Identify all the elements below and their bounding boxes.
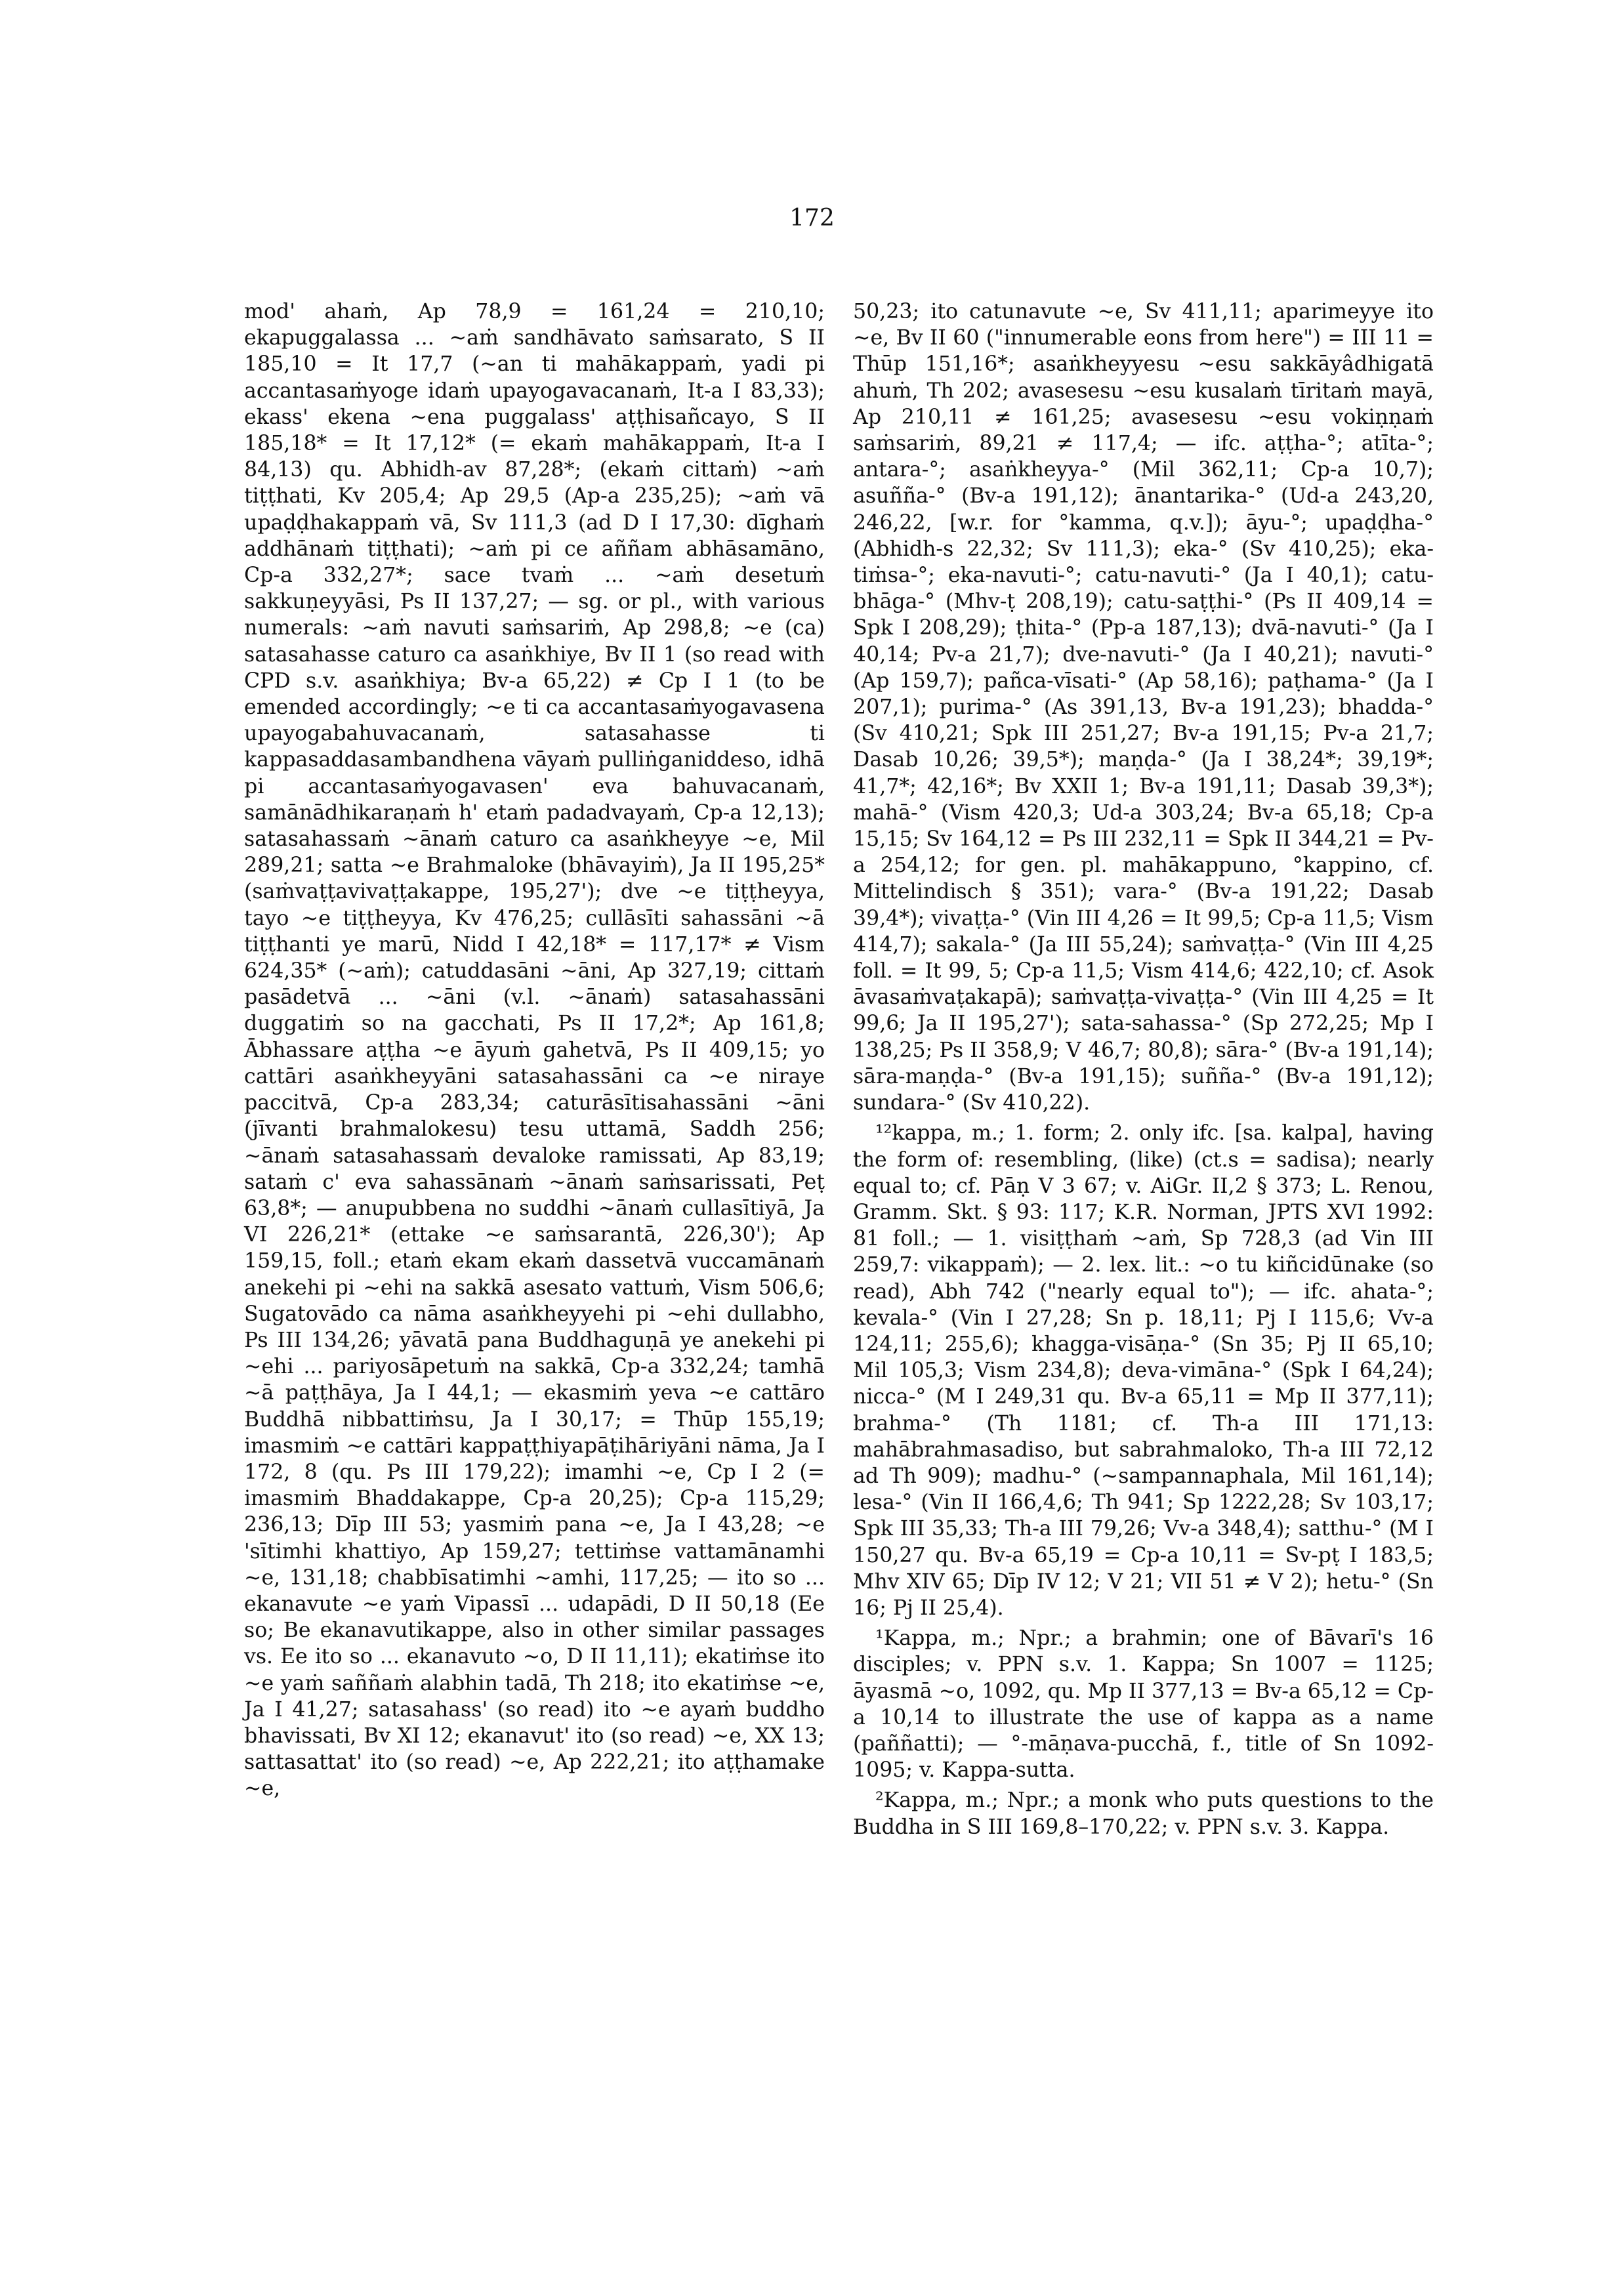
left-column — [244, 299, 825, 1802]
right-column — [853, 299, 1434, 1840]
right-column-continuation: 50,23; ito catunavute ~e, Sv 411,11; aparimeyye ito ~e, Bv II 60 ("innumerable eons from here") = III 11 = Thūp 151,16*; asaṅkheyyesu ~esu sakkāyâdhigatā ahuṁ, Th 202; avasesesu ~esu kusalaṁ tīritaṁ mayā, Ap 210,11 ≠ 161,25; avasesesu ~esu vokiṇṇaṁ saṁsariṁ, 89,21 ≠ 117,4; — ifc. aṭṭha-°; atīta-°; antara-°; asaṅkheyya-° (Mil 362,11; Cp-a 10,7); asuñña-° (Bv-a 191,12); ānantarika-° (Ud-a 243,20, 246,22, [w.r. for °kamma, q.v.]); āyu-°; upaḍḍha-° (Abhidh-s 22,32; Sv 111,3); eka-° (Sv 410,25); eka-tiṁsa-°; eka-navuti-°; catu-navuti-° (Ja I 40,1); catu-bhāga-° (Mhv-ṭ 208,19); catu-saṭṭhi-° (Ps II 409,14 = Spk I 208,29); ṭhita-° (Pp-a 187,13); dvā-navuti-° (Ja I 40,14; Pv-a 21,7); dve-navuti-° (Ja I 40,21); navuti-° (Ap 159,7); pañca-vīsati-° (Ap 58,16); paṭhama-° (Ja I 207,1); purima-° (As 391,13, Bv-a 191,23); bhadda-° (Sv 410,21; Spk III 251,27; Bv-a 191,15; Pv-a 21,7; Dasab 10,26; 39,5*); maṇḍa-° (Ja I 38,24*; 39,19*; 41,7*; 42,16*; Bv XXII 1; Bv-a 191,11; Dasab 39,3*); mahā-° (Vism 420,3; Ud-a 303,24; Bv-a 65,18; Cp-a 15,15; Sv 164,12 = Ps III 232,11 = Spk II 344,21 = Pv-a 254,12; for gen. pl. mahākappuno, °kappino, cf. Mittelindisch § 351); vara-° (Bv-a 191,22; Dasab 39,4*); vivaṭṭa-° (Vin III 4,26 = It 99,5; Cp-a 11,5; Vism 414,7); sakala-° (Ja III 55,24); saṁvaṭṭa-° (Vin III 4,25 foll. = It 99, 5; Cp-a 11,5; Vism 414,6; 422,10; cf. Asok āvasaṁvaṭakapā); saṁvaṭṭa-vivaṭṭa-° (Vin III 4,25 = It 99,6; Ja II 195,27'); sata-sahassa-° (Sp 272,25; Mp I 138,25; Ps II 358,9; V 46,7; 80,8); sāra-° (Bv-a 191,14); sāra-maṇḍa-° (Bv-a 191,15); suñña-° (Bv-a 191,12); sundara-° (Sv 410,22). — [853, 300, 1434, 1115]
left-column-text: mod' ahaṁ, Ap 78,9 = 161,24 = 210,10; ekapuggalassa ... ~aṁ sandhāvato saṁsarato, S II 185,10 = It 17,7 (~an ti mahākappaṁ, yadi pi accantasaṁyoge idaṁ upayogavacanaṁ, It-a I 83,33); ekass' ekena ~ena puggalass' aṭṭhisañcayo, S II 185,18* = It 17,12* (= ekaṁ mahākappaṁ, It-a I 84,13) qu. Abhidh-av 87,28*; (ekaṁ cittaṁ) ~aṁ tiṭṭhati, Kv 205,4; Ap 29,5 (Ap-a 235,25); ~aṁ vā upaḍḍhakappaṁ vā, Sv 111,3 (ad D I 17,30: dīghaṁ addhānaṁ tiṭṭhati); ~aṁ pi ce aññam abhāsamāno, Cp-a 332,27*; sace tvaṁ ... ~aṁ desetuṁ sakkuṇeyyāsi, Ps II 137,27; — sg. or pl., with various numerals: ~aṁ navuti saṁsariṁ, Ap 298,8; ~e (ca) satasahasse caturo ca asaṅkhiye, Bv II 1 (so read with CPD s.v. asaṅkhiya; Bv-a 65,22) ≠ Cp I 1 (to be emended accordingly; ~e ti ca accantasaṁyogavasena upayogabahuvacanaṁ, satasahasse ti kappasaddasambandhena vāyaṁ pulliṅganiddeso, idhā pi accantasaṁyogavasen' eva bahuvacanaṁ, samānādhikaraṇaṁ h' etaṁ padadvayaṁ, Cp-a 12,13); satasahassaṁ ~ānaṁ caturo ca asaṅkheyye ~e, Mil 289,21; satta ~e Brahmaloke (bhāvayiṁ), Ja II 195,25* (saṁvaṭṭavivaṭṭakappe, 195,27'); dve ~e tiṭṭheyya, tayo ~e tiṭṭheyya, Kv 476,25; cullāsīti sahassāni ~ā tiṭṭhanti ye marū, Nidd I 42,18* = 117,17* ≠ Vism 624,35* (~aṁ); catuddasāni ~āni, Ap 327,19; cittaṁ pasādetvā ... ~āni (v.l. ~ānaṁ) satasahassāni duggatiṁ so na gacchati, Ps II 17,2*; Ap 161,8; Ābhassare aṭṭha ~e āyuṁ gahetvā, Ps II 409,15; yo cattāri asaṅkheyyāni satasahassāni ca ~e niraye paccitvā, Cp-a 283,34; caturāsītisahassāni ~āni (jīvanti brahmalokesu) tesu uttamā, Saddh 256; ~ānaṁ satasahassaṁ devaloke ramissati, Ap 83,19; sataṁ c' eva sahassānaṁ ~ānaṁ saṁsarissati, Peṭ 63,8*; — anupubbena no suddhi ~ānaṁ cullasītiyā, Ja VI 226,21* (ettake ~e saṁsarantā, 226,30'); Ap 159,15, foll.; etaṁ ekam ekaṁ dassetvā vuccamānaṁ anekehi pi ~ehi na sakkā asesato vattuṁ, Vism 506,6; Sugatovādo ca nāma asaṅkheyyehi pi ~ehi dullabho, Ps III 134,26; yāvatā pana Buddhaguṇā ye anekehi pi ~ehi ... pariyosāpetuṁ na sakkā, Cp-a 332,24; tamhā ~ā paṭṭhāya, Ja I 44,1; — ekasmiṁ yeva ~e cattāro Buddhā nibbattiṁsu, Ja I 30,17; = Thūp 155,19; imasmiṁ ~e cattāri kappaṭṭhiyapāṭihāriyāni nāma, Ja I 172, 8 (qu. Ps III 179,22); imamhi ~e, Cp I 2 (= imasmiṁ Bhaddakappe, Cp-a 20,25); Cp-a 115,29; 236,13; Dīp III 53; yasmiṁ pana ~e, Ja I 43,28; ~e 'sītimhi khattiyo, Ap 159,27; tettiṁse vattamānamhi ~e, 131,18; chabbīsatimhi ~amhi, 117,25; — ito so ... ekanavute ~e yaṁ Vipassī ... udapādi, D II 50,18 (Ee so; Be ekanavutikappe, also in other similar passages vs. Ee ito so ... ekanavuto ~o, D II 11,11); ekatiṁse ito ~e yaṁ saññaṁ alabhin tadā, Th 218; ito ekatiṁse ~e, Ja I 41,27; satasahass' (so read) ito ~e ayaṁ buddho bhavissati, Bv XI 12; ekanavut' ito (so read) ~e, XX 13; sattasattat' ito (so read) ~e, Ap 222,21; ito aṭṭhamake ~e, — [244, 300, 825, 1801]
entry-kappa-1: ¹Kappa, m.; Npr.; a brahmin; one of Bāvarī's 16 disciples; v. PPN s.v. 1. Kappa; Sn 1007 = 1125; āyasmā ~o, 1092, qu. Mp II 377,13 = Bv-a 65,12 = Cp-a 10,14 to illustrate the use of kappa as a name (paññatti); — °-māṇava-pucchā, f., title of Sn 1092-1095; v. Kappa-sutta. — [853, 1626, 1434, 1783]
entry-kappa-12: ¹²kappa, m.; 1. form; 2. only ifc. [sa. kalpa], having the form of: resembling, (like) (ct.s = sadisa); nearly equal to; cf. Pāṇ V 3 67; v. AiGr. II,2 § 373; L. Renou, Gramm. Skt. § 93: 117; K.R. Norman, JPTS XVI 1992: 81 foll.; — 1. visiṭṭhaṁ ~aṁ, Sp 728,3 (ad Vin III 259,7: vikappaṁ); — 2. lex. lit.: ~o tu kiñcidūnake (so read), Abh 742 ("nearly equal to"); — ifc. ahata-°; kevala-° (Vin I 27,28; Sn p. 18,11; Pj I 115,6; Vv-a 124,11; 255,6); khagga-visāṇa-° (Sn 35; Pj II 65,10; Mil 105,3; Vism 234,8); deva-vimāna-° (Spk I 64,24); nicca-° (M I 249,31 qu. Bv-a 65,11 = Mp II 377,11); brahma-° (Th 1181; cf. Th-a III 171,13: mahābrahmasadiso, but sabrahmaloko, Th-a III 72,12 ad Th 909); madhu-° (~sampannaphala, Mil 161,14); lesa-° (Vin II 166,4,6; Th 941; Sp 1222,28; Sv 103,17; Spk III 35,33; Th-a III 79,26; Vv-a 348,4); satthu-° (M I 150,27 qu. Bv-a 65,19 = Cp-a 10,11 = Sv-pṭ I 183,5; Mhv XIV 65; Dīp IV 12; V 21; VII 51 ≠ V 2); hetu-° (Sn 16; Pj II 25,4). — [853, 1121, 1434, 1620]
page-number: 172 — [789, 205, 835, 232]
entry-kappa-2: ²Kappa, m.; Npr.; a monk who puts questions to the Buddha in S III 169,8–170,22; v. PPN s.v. 3. Kappa. — [853, 1788, 1434, 1839]
